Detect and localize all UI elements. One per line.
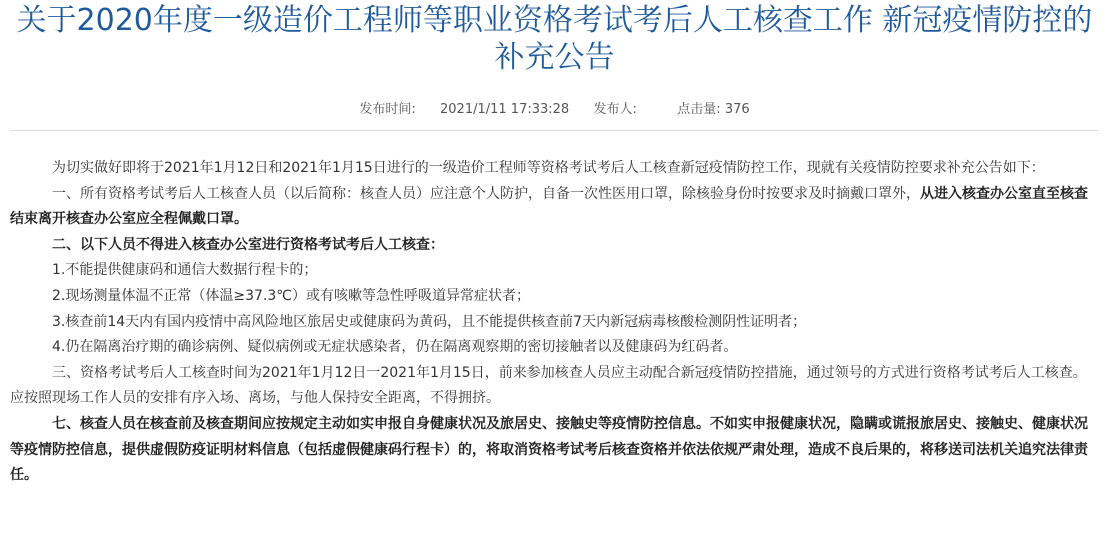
paragraph-3: 三、资格考试考后人工核查时间为2021年1月12日一2021年1月15日，前来参加核查人员应主动配合新冠疫情防控措施，通过领号的方式进行资格考试考后人工核查。应按照现场工作人员的安排有序入场、离场，与他人保持安全距离，不得拥挤。 — [10, 364, 1087, 407]
paragraph-1-bold: 从进入核查办公室直至核查结束离开核查办公室应全程佩戴口罩。 — [10, 185, 1088, 228]
article-meta — [0, 101, 1109, 119]
list-item: 2.现场测量体温不正常（体温≥37.3℃）或有咳嗽等急性呼吸道异常症状者； — [52, 287, 530, 304]
clicks-label: 点击量: — [677, 102, 721, 117]
list-item: 3.核查前14天内有国内疫情中高风险地区旅居史或健康码为黄码，且不能提供核查前7天内新冠病毒核酸检测阴性证明者； — [52, 313, 807, 330]
paragraph-4 — [10, 412, 1090, 489]
paragraph-4-bold: 七、核查人员在核查前及核查期间应按规定主动如实申报自身健康状况及旅居史、接触史等疫情防控信息。不如实申报健康状况，隐瞒或谎报旅居史、接触史、健康状况等疫情防控信息，提供虚假防疫证明材料信息（包括虚假健康码行程卡）的，将取消资格考试考后核查资格并依法依规严肃处理，造成不良后果的，将移送司法机关追究法律责任。 — [10, 415, 1088, 484]
list-item: 1.不能提供健康码和通信大数据行程卡的； — [52, 262, 318, 279]
article-title-line1: 关于2020年度一级造价工程师等职业资格考试考后人工核查工作 新冠疫情防控的 — [16, 3, 1093, 38]
publish-time-label: 发布时间: — [359, 102, 416, 117]
paragraph-1 — [10, 182, 1090, 233]
paragraph-2-heading — [10, 233, 1090, 259]
article-title — [0, 2, 1109, 76]
intro-paragraph: 为切实做好即将于2021年1月12日和2021年1月15日进行的一级造价工程师等资格考试考后人工核查新冠疫情防控工作，现就有关疫情防控要求补充公告如下： — [52, 160, 1045, 176]
publisher-label: 发布人: — [593, 102, 637, 117]
paragraph-1-text: 一、所有资格考试考后人工核查人员（以后简称：核查人员）应注意个人防护，自备一次性医用口罩，除核验身份时按要求及时摘戴口罩外， — [52, 185, 920, 202]
divider — [10, 130, 1099, 131]
article-body — [10, 156, 1090, 489]
clicks-count: 376 — [724, 102, 750, 117]
paragraph-2-heading-text: 二、以下人员不得进入核查办公室进行资格考试考后人工核查： — [52, 236, 444, 253]
publish-time: 2021/1/11 17:33:28 — [440, 102, 570, 117]
list-item: 4.仍在隔离治疗期的确诊病例、疑似病例或无症状感染者，仍在隔离观察期的密切接触者以及健康码为红码者。 — [52, 339, 738, 356]
article-title-line2: 补充公告 — [494, 40, 615, 75]
